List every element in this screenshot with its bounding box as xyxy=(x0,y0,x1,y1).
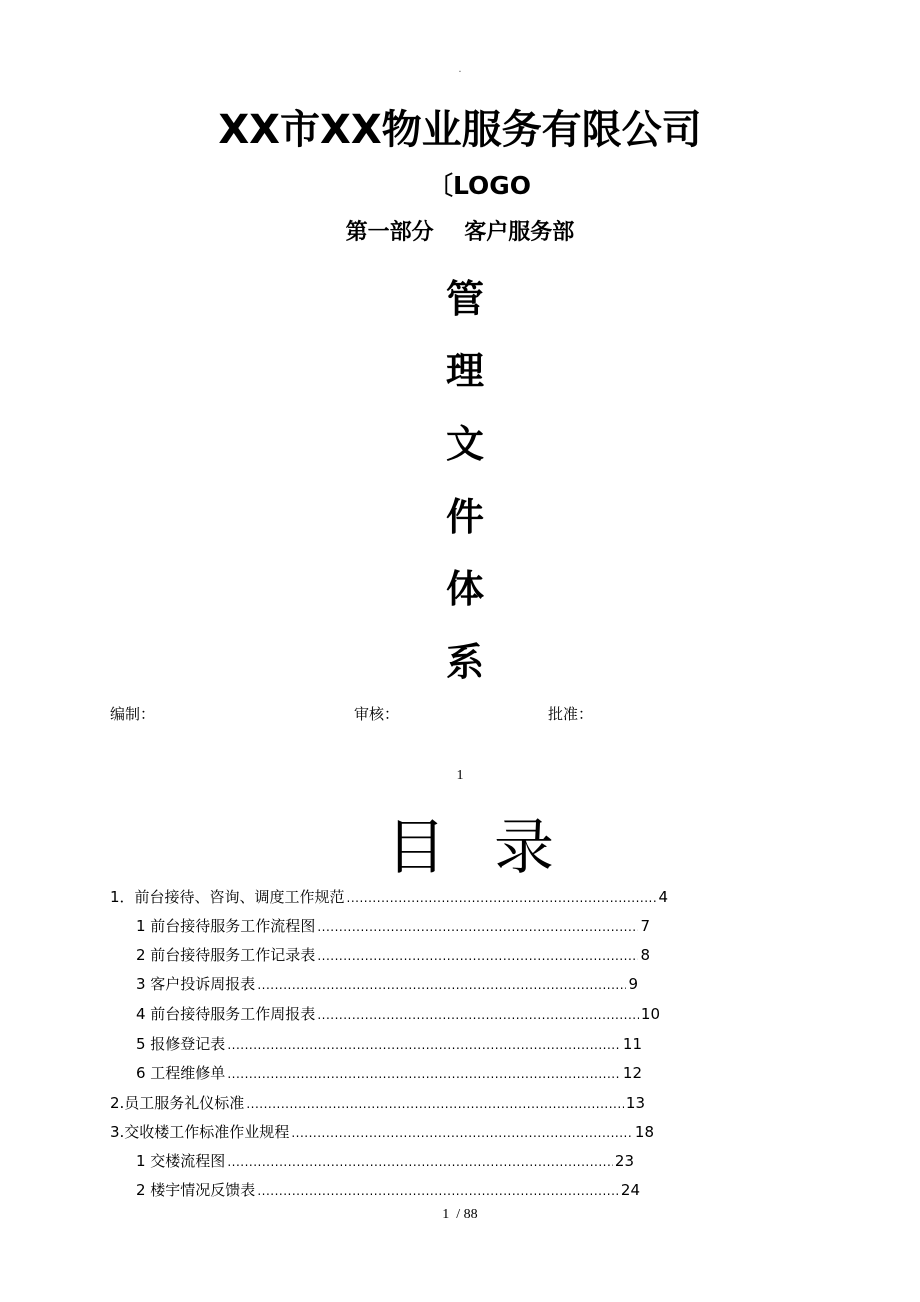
signature-approve-label: 批准： xyxy=(548,705,594,723)
toc-entry[interactable] xyxy=(110,1093,645,1114)
toc-entry-page: 18 xyxy=(634,1123,654,1141)
vertical-title-char: 管 xyxy=(445,277,484,321)
toc-entry[interactable] xyxy=(136,945,650,966)
toc-entry[interactable] xyxy=(136,1034,642,1055)
toc-leader xyxy=(227,1152,613,1172)
toc-entry-label: 3.交收楼工作标准作业规程 xyxy=(110,1123,290,1141)
toc-entry[interactable] xyxy=(136,916,650,937)
part-title: 第一部分 客户服务部 xyxy=(345,220,575,245)
toc-entry[interactable] xyxy=(136,1180,640,1201)
toc-entry-label: 6 工程维修单 xyxy=(136,1064,226,1082)
toc-entry-label: 1 前台接待服务工作流程图 xyxy=(136,917,316,935)
toc-title xyxy=(0,800,920,886)
toc-leader xyxy=(227,1064,621,1084)
toc-leader xyxy=(317,1005,639,1025)
toc-entry-label: 2 前台接待服务工作记录表 xyxy=(136,946,316,964)
vertical-title-char: 体 xyxy=(445,567,484,611)
toc-entry-label: 3 客户投诉周报表 xyxy=(136,975,256,993)
toc-title-char: 录 xyxy=(494,813,554,883)
toc-leader xyxy=(317,946,638,966)
toc-entry-label: 2 楼宇情况反馈表 xyxy=(136,1181,256,1199)
toc-entry[interactable] xyxy=(110,887,668,908)
toc-entry[interactable] xyxy=(136,1151,634,1172)
toc-entry-page: 24 xyxy=(620,1181,640,1199)
toc-leader xyxy=(227,1035,621,1055)
vertical-title-char: 系 xyxy=(445,640,484,684)
toc-entry-label: 2.员工服务礼仪标准 xyxy=(110,1094,245,1112)
toc-entry-page: 10 xyxy=(640,1005,660,1023)
toc-entry-page: 12 xyxy=(622,1064,642,1082)
toc-leader xyxy=(246,1094,624,1114)
toc-entry-label: 1．前台接待、咨询、调度工作规范 xyxy=(110,888,345,906)
toc-entry-page: 4 xyxy=(658,888,668,906)
vertical-title-char: 件 xyxy=(445,495,484,539)
toc-entry-page: 13 xyxy=(625,1094,645,1112)
toc-entry[interactable] xyxy=(136,974,638,995)
vertical-title-char: 文 xyxy=(445,422,484,466)
signature-compile-label: 编制： xyxy=(110,705,156,723)
toc-entry[interactable] xyxy=(136,1004,660,1025)
toc-leader xyxy=(347,888,657,908)
page-number: 1 xyxy=(456,768,464,783)
logo-placeholder: 〔LOGO xyxy=(428,171,532,200)
toc-entry-page: 8 xyxy=(640,946,650,964)
toc-entry-page: 11 xyxy=(622,1035,642,1053)
company-title: XX市XX物业服务有限公司 xyxy=(218,107,702,153)
toc-entry-page: 9 xyxy=(628,975,638,993)
toc-title-char: 目 xyxy=(386,813,446,883)
footer-page-indicator: 1 / 88 xyxy=(442,1207,478,1222)
toc-leader xyxy=(257,975,626,995)
toc-entry[interactable] xyxy=(136,1063,642,1084)
toc-entry-label: 5 报修登记表 xyxy=(136,1035,226,1053)
toc-entry-page: 7 xyxy=(640,917,650,935)
toc-leader xyxy=(317,917,638,937)
vertical-title-char: 理 xyxy=(445,349,484,393)
toc-entry[interactable] xyxy=(110,1122,654,1143)
toc-leader xyxy=(291,1123,633,1143)
toc-entry-label: 1 交楼流程图 xyxy=(136,1152,226,1170)
signature-review-label: 审核： xyxy=(354,705,400,723)
toc-leader xyxy=(257,1181,619,1201)
top-mark: . xyxy=(458,64,462,75)
toc-entry-page: 23 xyxy=(614,1152,634,1170)
toc-entry-label: 4 前台接待服务工作周报表 xyxy=(136,1005,316,1023)
